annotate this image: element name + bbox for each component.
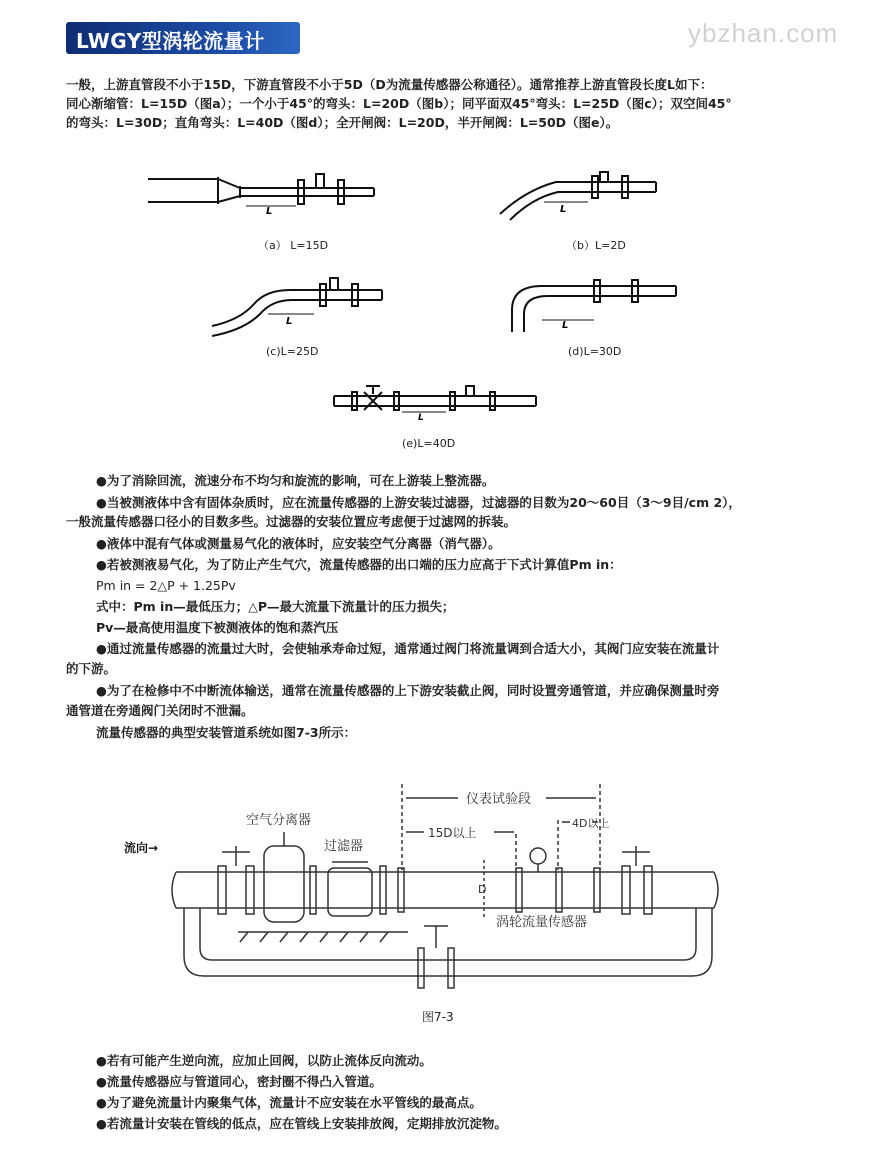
note-filter-2: 一般流量传感器口径小的目数多些。过滤器的安装位置应考虑便于过滤网的拆装。 — [66, 514, 517, 529]
figure-e-diagram — [330, 382, 544, 422]
note-rectifier: ●为了消除回流，流速分布不均匀和旋流的影响，可在上游装上整流器。 — [96, 473, 495, 488]
downstream-length-label: 4D以上 — [572, 817, 610, 830]
figure-b-dim-label: L — [560, 204, 567, 215]
diameter-label: D — [478, 883, 487, 896]
note-system-intro: 流量传感器的典型安装管道系统如图7-3所示： — [96, 725, 357, 740]
note-filter-1: ●当被测液体中含有固体杂质时，应在流量传感器的上游安装过滤器，过滤器的目数为20～60目（3～9目/cm 2）， — [96, 495, 741, 510]
figure-d-caption: (d)L=30D — [568, 345, 622, 358]
upstream-length-label: 15D以上 — [428, 826, 477, 840]
installation-system-diagram — [118, 780, 728, 992]
footer-note-gas: ●为了避免流量计内聚集气体，流量计不应安装在水平管线的最高点。 — [96, 1095, 482, 1110]
intro-line-3: 的弯头：L=30D；直角弯头：L=40D（图d）；全开闸阀：L=20D，半开闸阀：L=50D（图e）。 — [66, 115, 619, 130]
intro-line-1: 一般，上游直管段不小于15D，下游直管段不小于5D（D为流量传感器公称通径）。通常推荐上游直管段长度L如下： — [66, 77, 713, 92]
note-flow-rate-1: ●通过流量传感器的流量过大时，会使轴承寿命过短，通常通过阀门将流量调到合适大小，其阀门应安装在流量计 — [96, 641, 720, 656]
figure-d-diagram — [508, 270, 684, 336]
footer-note-drain: ●若流量计安装在管线的低点，应在管线上安装排放阀，定期排放沉淀物。 — [96, 1116, 507, 1131]
figure-c-diagram — [210, 274, 392, 340]
figure-d-dim-label: L — [562, 320, 569, 331]
footer-note-concentric: ●流量传感器应与管道同心，密封圈不得凸入管道。 — [96, 1074, 382, 1089]
figure-a-dim-label: L — [266, 206, 273, 217]
figure-a-diagram — [148, 166, 384, 218]
system-diagram-caption: 图7-3 — [422, 1010, 454, 1024]
sensor-label: 涡轮流量传感器 — [496, 915, 588, 930]
formula-where-2: Pv—最高使用温度下被测液体的饱和蒸汽压 — [96, 620, 339, 635]
test-section-label: 仪表试验段 — [466, 792, 532, 807]
page-title: LWGY型涡轮流量计 — [76, 29, 265, 53]
figure-b-caption: （b）L=2D — [566, 239, 626, 252]
note-air-separator: ●液体中混有气体或测量易气化的液体时，应安装空气分离器（消气器）。 — [96, 536, 501, 551]
filter-label: 过滤器 — [324, 839, 364, 854]
note-bypass-1: ●为了在检修中不中断流体输送，通常在流量传感器的上下游安装截止阀，同时设置旁通管道，并应确保测量时旁 — [96, 683, 720, 698]
flow-direction-label: 流向→ — [124, 841, 159, 855]
figure-e-dim-label: L — [418, 413, 424, 422]
figure-b-diagram — [496, 168, 664, 224]
title-banner — [66, 22, 300, 54]
watermark: ybzhan.com — [688, 18, 839, 48]
formula: Pm in = 2△P + 1.25Pv — [96, 578, 236, 593]
figure-a-caption: （a） L=15D — [258, 239, 329, 252]
air-separator-label: 空气分离器 — [246, 813, 312, 828]
figure-c-dim-label: L — [286, 316, 293, 327]
figure-c-caption: (c)L=25D — [266, 345, 319, 358]
formula-where-1: 式中：Pm in—最低压力；△P—最大流量下流量计的压力损失； — [96, 599, 455, 614]
figure-e-caption: (e)L=40D — [402, 437, 456, 450]
note-flow-rate-2: 的下游。 — [66, 661, 117, 676]
intro-line-2: 同心渐缩管：L=15D（图a）；一个小于45°的弯头：L=20D（图b）；同平面双45°弯头：L=25D（图c）；双空间45° — [66, 96, 732, 111]
footer-note-check-valve: ●若有可能产生逆向流，应加止回阀，以防止流体反向流动。 — [96, 1053, 432, 1068]
note-bypass-2: 通管道在旁通阀门关闭时不泄漏。 — [66, 703, 254, 718]
note-cavitation: ●若被测液易气化，为了防止产生气穴，流量传感器的出口端的压力应高于下式计算值Pm in： — [96, 557, 622, 572]
